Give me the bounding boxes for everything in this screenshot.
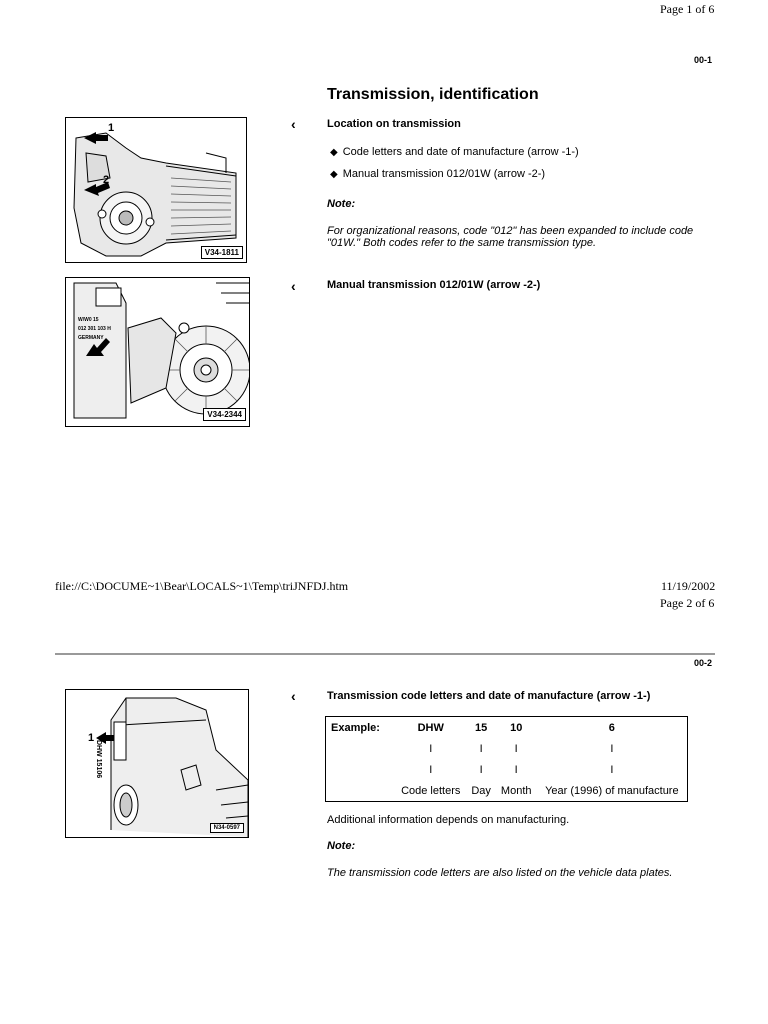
additional-info-text: Additional information depends on manufacturing. [327, 814, 570, 826]
page-number: Page 1 of 6 [660, 2, 715, 16]
table-row: Code letters Day Month Year (1996) of manufacture [401, 784, 679, 797]
note-text: For organizational reasons, code "012" has been expanded to include code "01W." Both codes refer to the same transmission type. [327, 225, 694, 249]
code-example-table [325, 716, 688, 802]
page-divider [55, 653, 715, 655]
figure-arrow-1-label: 1 [108, 122, 115, 134]
pointer-left-icon: ‹ [291, 278, 296, 294]
section-heading: Transmission code letters and date of manufacture (arrow -1-) [327, 690, 651, 702]
transmission-drawing-icon [66, 118, 246, 262]
section-id: 00-1 [694, 55, 713, 65]
diamond-bullet-icon: ◆ [330, 147, 338, 158]
figure-arrow-1-label: 1 [88, 732, 95, 744]
table-row: I I I I [429, 742, 614, 755]
note-text: The transmission code letters are also listed on the vehicle data plates. [327, 867, 673, 879]
stamp-text: W/W0 15 012 301 103 H GERMANY [78, 317, 111, 341]
section-heading: Location on transmission [327, 118, 461, 130]
bullet-item: ◆ Code letters and date of manufacture (arrow -1-) [330, 146, 579, 158]
diamond-bullet-icon: ◆ [330, 169, 338, 180]
table-row: I I I I [429, 763, 614, 776]
section-id: 00-2 [694, 658, 713, 668]
pointer-left-icon: ‹ [291, 688, 296, 704]
note-label: Note: [327, 840, 356, 852]
pointer-left-icon: ‹ [291, 116, 296, 132]
figure-label: V34-2344 [203, 408, 246, 421]
bullet-item: ◆ Manual transmission 012/01W (arrow -2-) [330, 168, 546, 180]
figure-label: N34-0597 [210, 823, 244, 833]
figure-label: V34-1811 [201, 246, 243, 259]
transmission-figure-1 [65, 117, 247, 263]
transmission-closeup-drawing-icon [66, 278, 249, 426]
stamp-text: DHW 15106 [95, 740, 102, 779]
note-label: Note: [327, 198, 356, 210]
page-number: Page 2 of 6 [660, 596, 715, 610]
transmission-code-drawing-icon [66, 690, 248, 837]
transmission-figure-2 [65, 277, 250, 427]
page-title: Transmission, identification [327, 86, 539, 103]
figure-arrow-2-label: 2 [103, 174, 110, 186]
section-heading: Manual transmission 012/01W (arrow -2-) [327, 279, 541, 291]
footer-file-path[interactable]: file://C:\DOCUME~1\Bear\LOCALS~1\Temp\triJNFDJ.htm [55, 579, 349, 593]
transmission-figure-3 [65, 689, 249, 838]
table-row: Example: DHW 15 10 6 [331, 721, 615, 734]
footer-date: 11/19/2002 [661, 579, 716, 593]
